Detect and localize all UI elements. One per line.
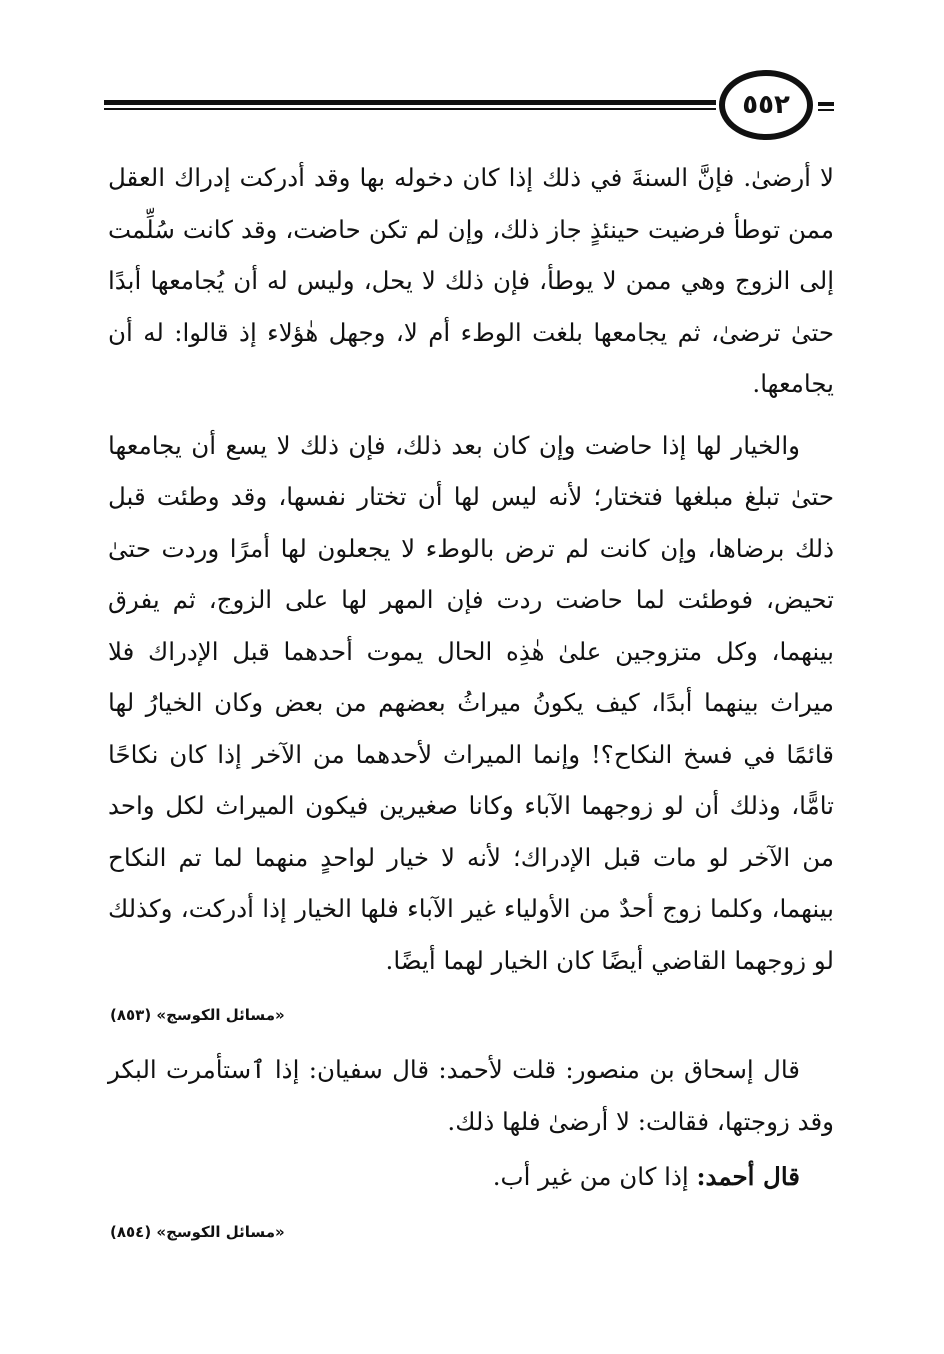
paragraph-continuation: لا أرضىٰ. فإنَّ السنةَ في ذلك إذا كان دخوله بها وقد أدركت إدراك العقل ممن توطأ فرضيت حينئذٍ جاز ذلك، وإن لم تكن حاضت، وقد كانت سُلِّمت إلى الزوج وهي ممن لا يوطأ، فإن ذلك لا يحل، وليس له أن يُجامعها أبدًا حتىٰ ترضىٰ، ثم يجامعها بلغت الوطء أم لا، وجهل هٰؤلاء إذ قالوا: له أن يجامعها. — [108, 163, 834, 398]
page-content — [108, 152, 834, 1247]
question-text: قال إسحاق بن منصور: قلت لأحمد: قال سفيان: إذا ٱستأمرت البكر وقد زوجتها، فقالت: لا أرضىٰ فلها ذلك. — [108, 1055, 834, 1136]
header-rule-thin — [104, 108, 716, 110]
answer-text: إذا كان من غير أب. — [492, 1162, 697, 1191]
header-rule-thick — [104, 100, 716, 105]
source-citation-853: «مسائل الكوسج» (٨٥٣) — [110, 1006, 285, 1024]
source-citation-row — [108, 986, 834, 1030]
page-header — [104, 70, 834, 146]
answer-line — [108, 1151, 834, 1203]
paragraph-khiyar: والخيار لها إذا حاضت وإن كان بعد ذلك، فإن ذلك لا يسع أن يجامعها حتىٰ تبلغ مبلغها فتختار؛ لأنه ليس لها أن تختار نفسها، وقد وطئت قبل ذلك برضاها، وإن كانت لم ترض بالوطء لا يجعلون لها أمرًا وردت حتىٰ تحيض، فوطئت لما حاضت ردت فإن المهر لها على الزوج، ثم يفرق بينهما، وكل متزوجين علىٰ هٰذِه الحال يموت أحدهما قبل الإدراك فلا ميراث بينهما أبدًا، كيف يكونُ ميراثُ بعضهم من بعض وكان الخيارُ لها قائمًا في فسخ النكاح؟! وإنما الميراث لأحدهما من الآخر إذا كان نكاحًا تامًّا، وذلك أن لو زوجهما الآباء وكانا صغيرين فيكون الميراث لكل واحد من الآخر لو مات قبل الإدراك؛ لأنه لا خيار لواحدٍ منهما لما تم النكاح بينهما، وكلما زوج أحدٌ من الأولياء غير الآباء فلها الخيار إذا أدركت، وكذلك لو زوجهما القاضي أيضًا كان الخيار لهما أيضًا. — [108, 430, 834, 975]
answer-speaker: قال أحمد: — [696, 1162, 800, 1191]
page-number: ٥٥٢ — [742, 90, 790, 120]
page-number-badge — [719, 70, 813, 140]
header-rule-right — [818, 102, 834, 106]
source-citation-row-2 — [108, 1203, 834, 1247]
source-citation-854: «مسائل الكوسج» (٨٥٤) — [110, 1222, 285, 1241]
header-rule-right-thin — [818, 109, 834, 111]
